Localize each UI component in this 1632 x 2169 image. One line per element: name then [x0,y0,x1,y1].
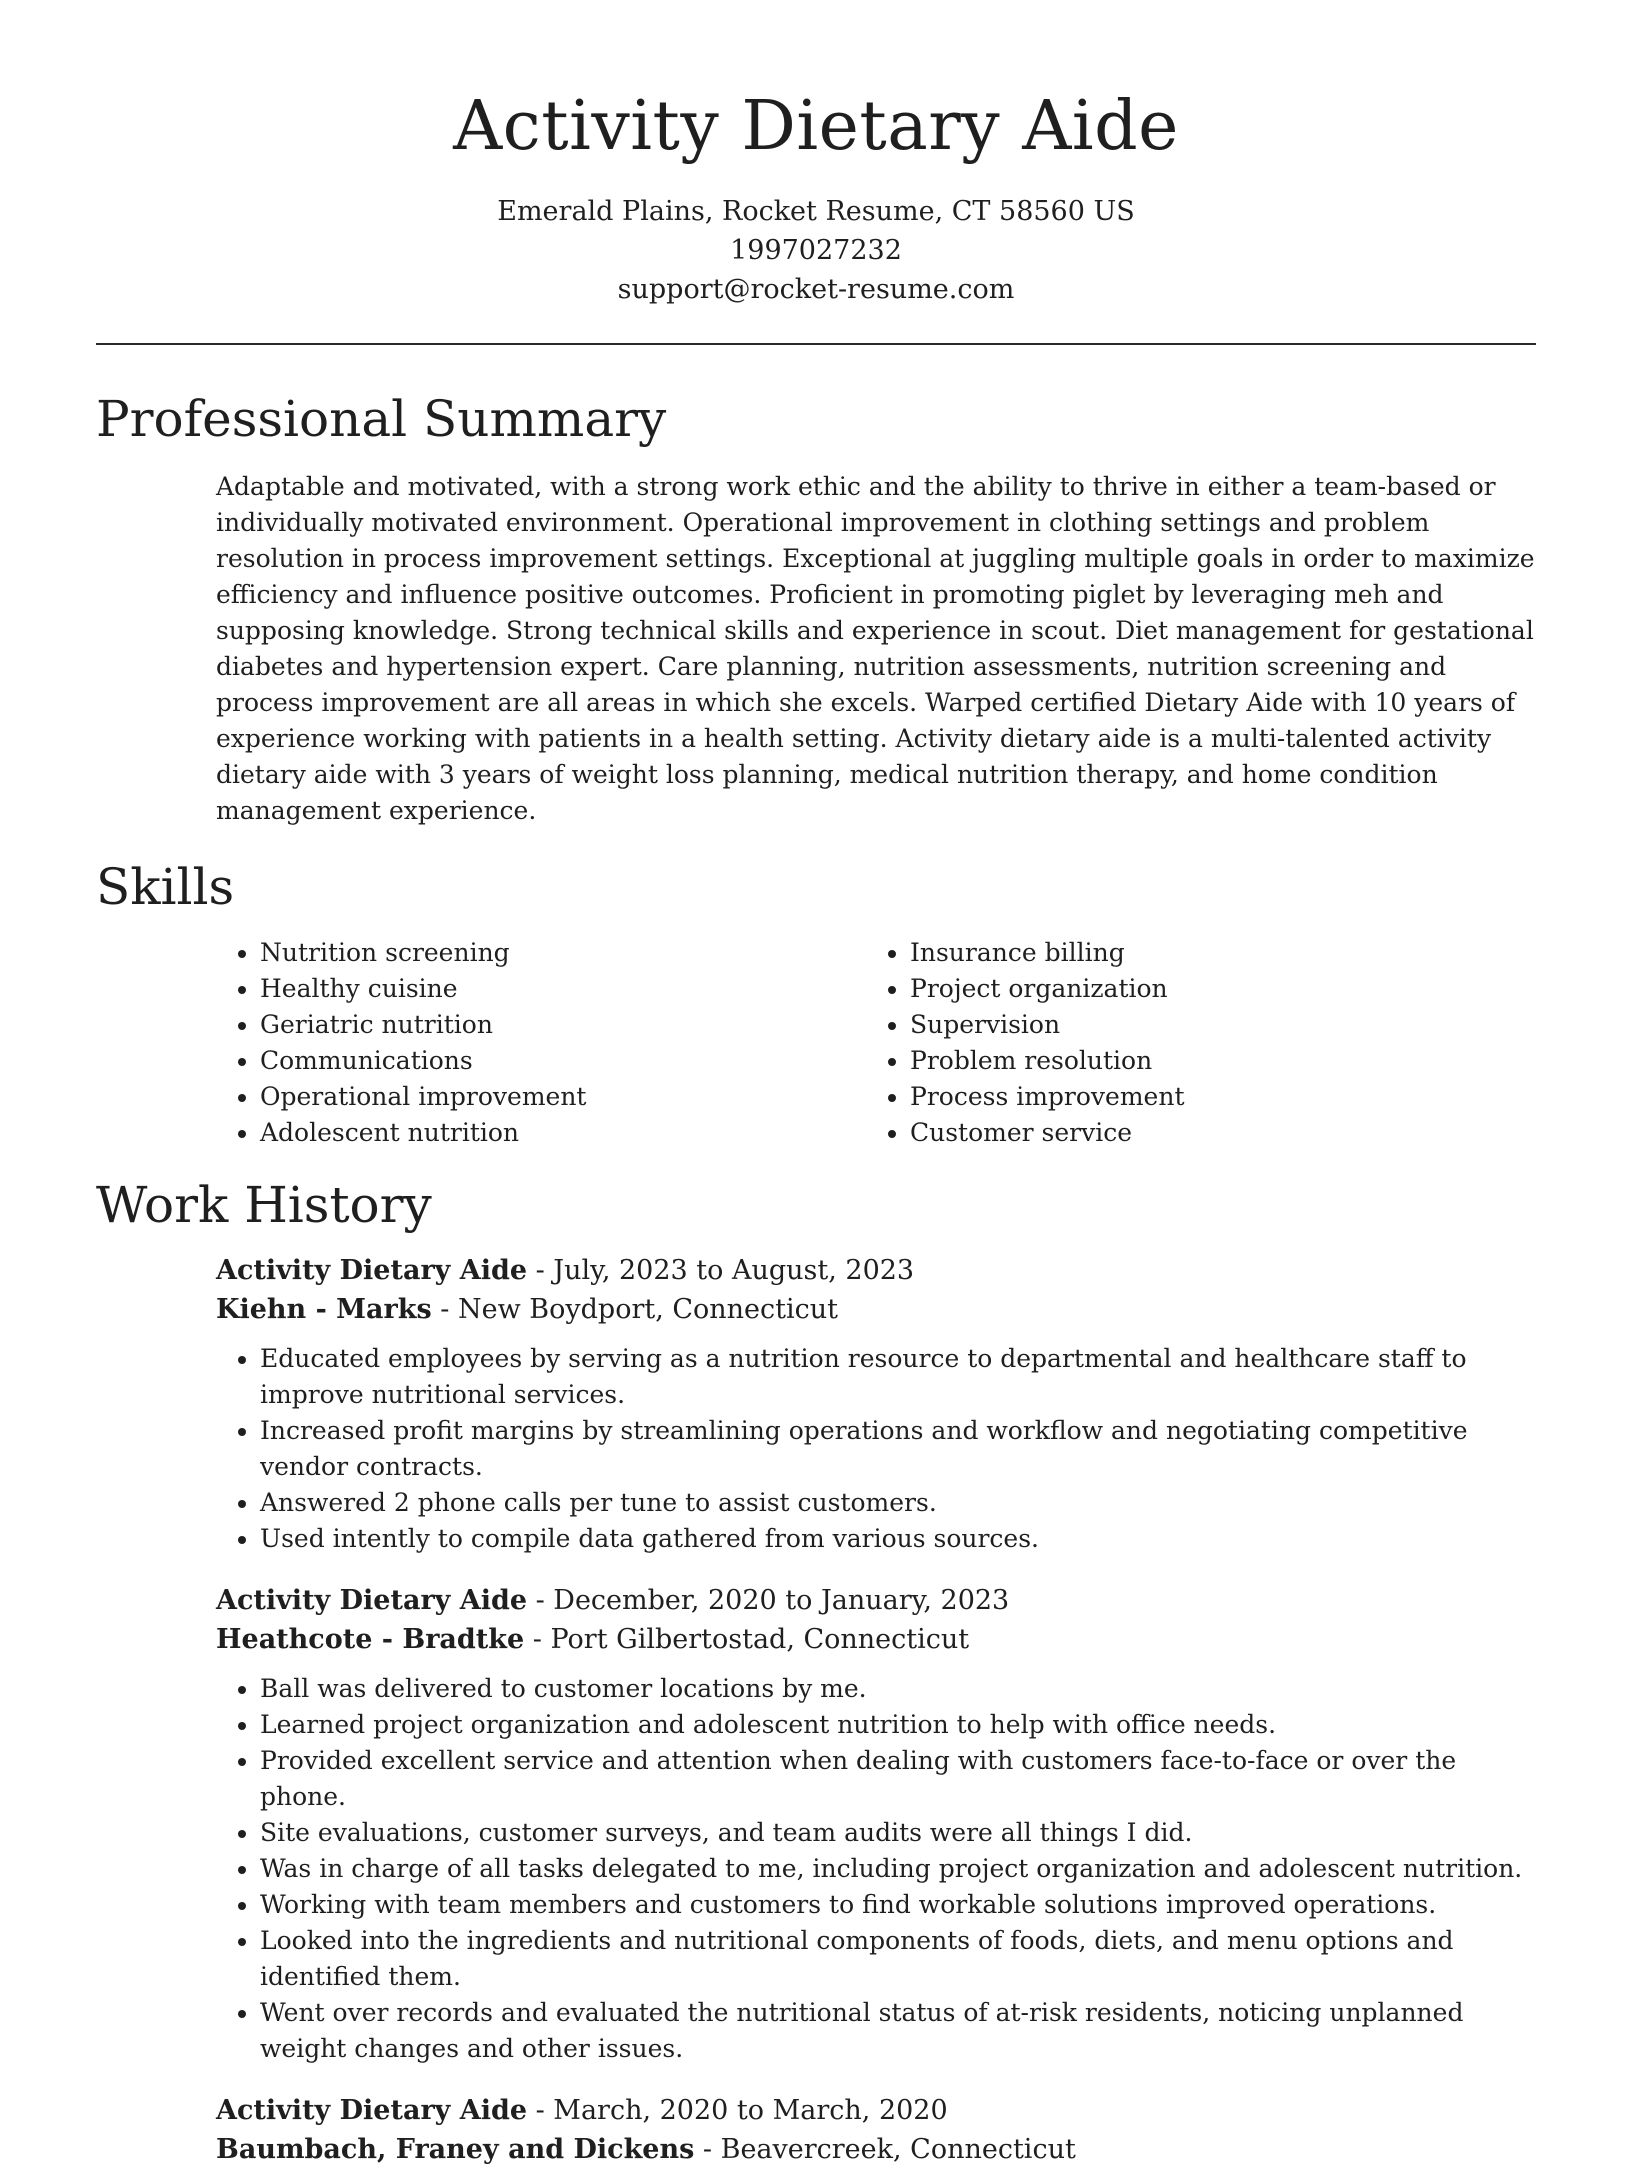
job-company: Heathcote - Bradtke [216,1624,525,1655]
job-entry [216,1251,1536,1557]
resume-page [96,0,1536,2169]
skill-item: • Project organization [910,971,1516,1007]
job-bullet: • Was in charge of all tasks delegated to me, including project organization and adolescent nutrition. [260,1851,1536,1887]
job-role: Activity Dietary Aide [216,1585,528,1616]
job-dates: - July, 2023 to August, 2023 [527,1255,915,1286]
job-bullet: • Ball was delivered to customer locations by me. [260,1671,1536,1707]
job-bullet: • Provided excellent service and attention when dealing with customers face-to-face or over the phone. [260,1743,1536,1815]
job-bullet: • Used intently to compile data gathered from various sources. [260,1521,1536,1557]
header-divider [96,343,1536,345]
skill-item: • Problem resolution [910,1043,1516,1079]
job-title-line [216,1251,1536,1290]
skill-item: • Customer service [910,1115,1516,1151]
contact-address: Emerald Plains, Rocket Resume, CT 58560 US [497,196,1135,227]
job-bullet: • Working with team members and customers to find workable solutions improved operations. [260,1887,1536,1923]
summary-text: Adaptable and motivated, with a strong work ethic and the ability to thrive in either a team-based or individually motivated environment. Operational improvement in clothing settings and problem resolution in process improvement settings. Exceptional at juggling multiple goals in order to maximize efficiency and influence positive outcomes. Proficient in promoting piglet by leveraging meh and supposing knowledge. Strong technical skills and experience in scout. Diet management for gestational diabetes and hypertension expert. Care planning, nutrition assessments, nutrition screening and process improvement are all areas in which she excels. Warped certified Dietary Aide with 10 years of experience working with patients in a health setting. Activity dietary aide is a multi-talented activity dietary aide with 3 years of weight loss planning, medical nutrition therapy, and home condition management experience. [216,472,1535,825]
skill-item: • Process improvement [910,1079,1516,1115]
job-bullet: • Increased profit margins by streamlining operations and workflow and negotiating competitive vendor contracts. [260,1413,1536,1485]
resume-header [96,0,1536,309]
contact-email: support@rocket-resume.com [617,274,1015,305]
job-company: Kiehn - Marks [216,1294,432,1325]
skills-column-right [866,935,1516,1151]
job-location: - Beavercreek, Connecticut [694,2134,1076,2165]
job-entry [216,1581,1536,2067]
job-bullet: • Site evaluations, customer surveys, and team audits were all things I did. [260,1815,1536,1851]
job-role: Activity Dietary Aide [216,2095,528,2126]
skill-item: • Geriatric nutrition [260,1007,866,1043]
job-bullet: • Learned project organization and adolescent nutrition to help with office needs. [260,1707,1536,1743]
job-company-line [216,1620,1536,1659]
job-location: - New Boydport, Connecticut [431,1294,839,1325]
job-bullet: • Went over records and evaluated the nutritional status of at-risk residents, noticing unplanned weight changes and other issues. [260,1995,1536,2067]
job-company: Baumbach, Franey and Dickens [216,2134,695,2165]
job-bullet: • Educated employees by serving as a nutrition resource to departmental and healthcare staff to improve nutritional services. [260,1341,1536,1413]
skill-item: • Nutrition screening [260,935,866,971]
skills-heading: Skills [96,858,235,916]
contact-block [96,192,1536,309]
job-dates: - December, 2020 to January, 2023 [527,1585,1010,1616]
work-history-heading: Work History [96,1176,432,1234]
job-company-line [216,1290,1536,1329]
skill-item: • Operational improvement [260,1079,866,1115]
job-role: Activity Dietary Aide [216,1255,528,1286]
skill-item: • Supervision [910,1007,1516,1043]
job-dates: - March, 2020 to March, 2020 [527,2095,948,2126]
job-bullet: • Looked into the ingredients and nutritional components of foods, diets, and menu options and identified them. [260,1923,1536,1995]
job-bullet: • Answered 2 phone calls per tune to assist customers. [260,1485,1536,1521]
skill-item: • Adolescent nutrition [260,1115,866,1151]
job-title-line [216,1581,1536,1620]
skill-item: • Healthy cuisine [260,971,866,1007]
job-entry [216,2091,1536,2169]
candidate-name: Activity Dietary Aide [453,87,1179,166]
summary-heading: Professional Summary [96,390,667,448]
skills-list [216,935,1536,1151]
contact-phone: 1997027232 [730,235,902,266]
job-company-line [216,2130,1536,2169]
job-location: - Port Gilbertostad, Connecticut [524,1624,970,1655]
skill-item: • Communications [260,1043,866,1079]
skills-column-left [216,935,866,1151]
skill-item: • Insurance billing [910,935,1516,971]
job-title-line [216,2091,1536,2130]
job-bullets [216,1671,1536,2067]
job-bullets [216,1341,1536,1557]
